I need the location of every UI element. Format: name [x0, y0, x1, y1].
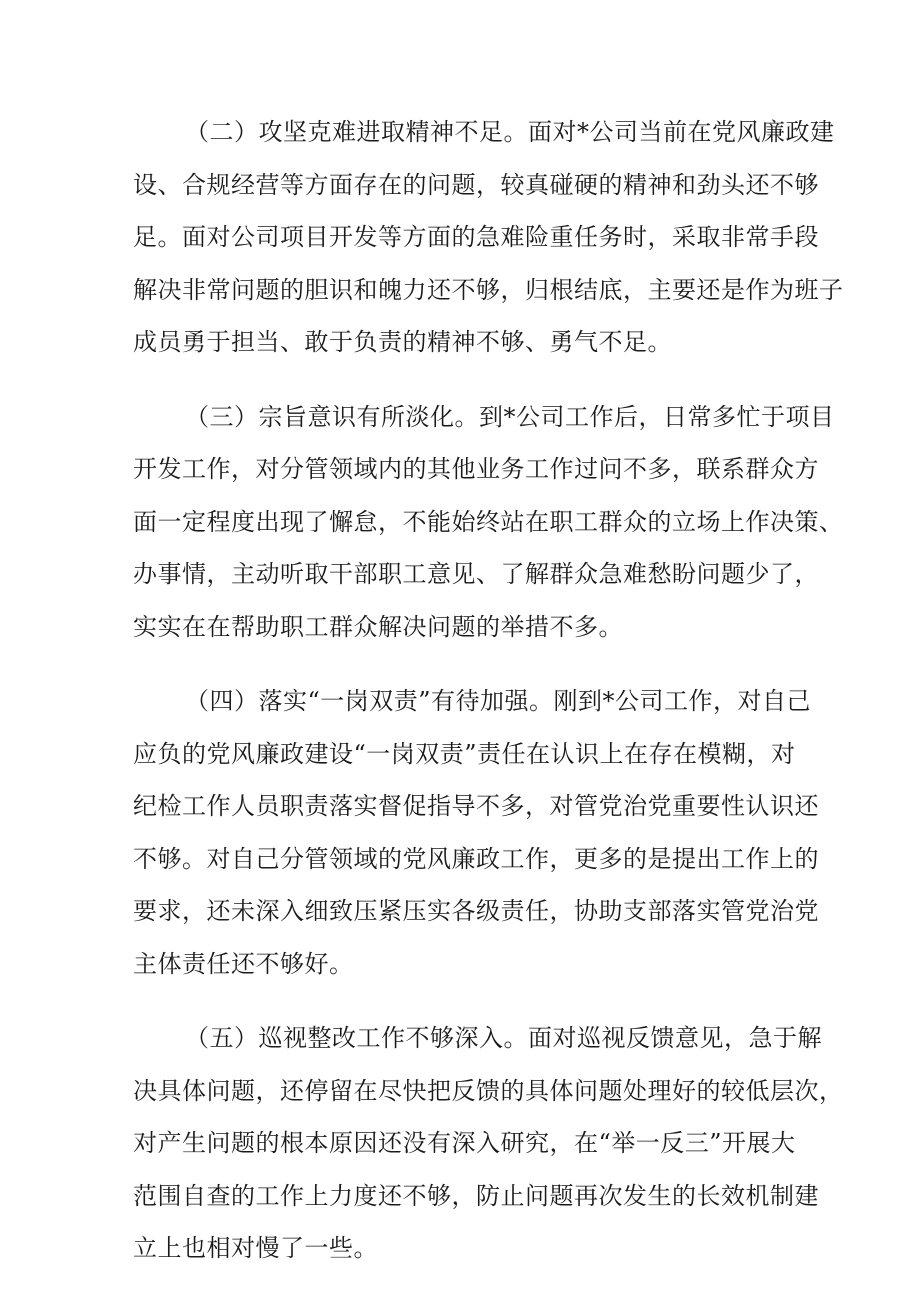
paragraph-line: 要求，还未深入细致压紧压实各级责任，协助支部落实管党治党	[133, 897, 819, 925]
paragraph-line: 决具体问题，还停留在尽快把反馈的具体问题处理好的较低层次，	[133, 1076, 844, 1105]
paragraph-line: 纪检工作人员职责落实督促指导不多，对管党治党重要性认识还	[133, 792, 819, 820]
paragraph-5	[133, 1012, 844, 1275]
paragraph-line: （二）攻坚克难进取精神不足。面对*公司当前在党风廉政建	[185, 118, 835, 146]
paragraph-4	[133, 675, 819, 990]
paragraph-line: 范围自查的工作上力度还不够，防止问题再次发生的长效机制建	[133, 1181, 819, 1210]
paragraph-2	[133, 106, 844, 369]
paragraph-line: （五）巡视整改工作不够深入。面对巡视反馈意见，急于解	[185, 1024, 822, 1052]
paragraph-line: 对产生问题的根本原因还没有深入研究，在“举一反三”开展大	[133, 1129, 796, 1157]
paragraph-line: （三）宗旨意识有所淡化。到*公司工作后，日常多忙于项目	[185, 402, 835, 431]
paragraph-line: 开发工作，对分管领域内的其他业务工作过问不多，联系群众方	[133, 455, 819, 483]
paragraph-line: 面一定程度出现了懈怠，不能始终站在职工群众的立场上作决策、	[133, 507, 844, 536]
paragraph-line: 立上也相对慢了一些。	[133, 1234, 378, 1262]
paragraph-line: 应负的党风廉政建设“一岗双责”责任在认识上在存在模糊，对	[133, 739, 796, 768]
paragraph-line: 主体责任还不够好。	[133, 949, 354, 978]
paragraph-line: （四）落实“一岗双责”有待加强。刚到*公司工作，对自己	[185, 687, 812, 715]
paragraph-line: 成员勇于担当、敢于负责的精神不够、勇气不足。	[133, 328, 672, 356]
paragraph-3	[133, 391, 844, 654]
paragraph-line: 解决非常问题的胆识和魄力还不够，归根结底，主要还是作为班子	[133, 275, 844, 304]
paragraph-line: 不够。对自己分管领域的党风廉政工作，更多的是提出工作上的	[133, 844, 819, 873]
paragraph-line: 足。面对公司项目开发等方面的急难险重任务时，采取非常手段	[133, 223, 819, 251]
paragraph-line: 实实在在帮助职工群众解决问题的举措不多。	[133, 612, 623, 641]
paragraph-line: 设、合规经营等方面存在的问题，较真碰硬的精神和劲头还不够	[133, 170, 819, 199]
document-body	[133, 106, 844, 1297]
paragraph-line: 办事情，主动听取干部职工意见、了解群众急难愁盼问题少了，	[133, 560, 819, 588]
